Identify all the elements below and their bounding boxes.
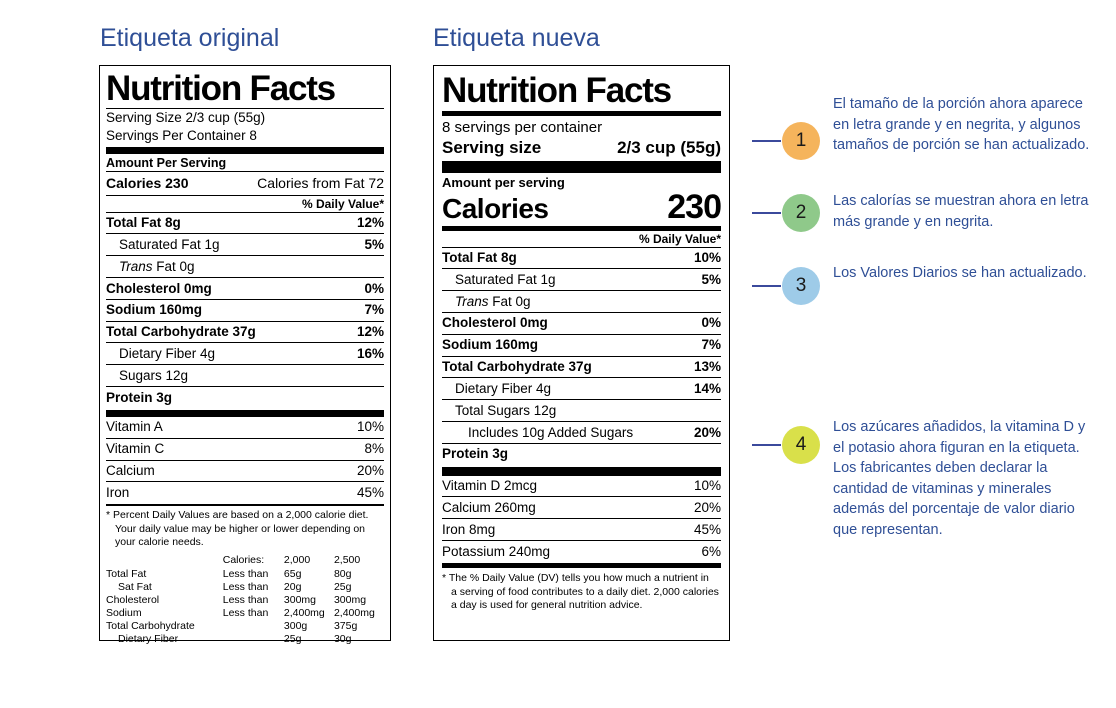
new-footnote: [442, 568, 721, 613]
original-footnote: [106, 506, 384, 549]
new-vitamin-name: Iron 8mg: [442, 521, 496, 537]
new-calories-label: Calories: [442, 192, 549, 224]
table-row: [442, 335, 721, 356]
heading-new-label: Etiqueta nueva: [433, 24, 600, 52]
dv-cell: Less than: [222, 581, 269, 594]
original-nutrient-name: Cholesterol 0mg: [106, 280, 212, 296]
table-row: [442, 422, 721, 443]
new-nutrient-value: 5%: [701, 271, 721, 287]
new-footnote-line: * The % Daily Value (DV) tells you how much a nutrient in: [442, 571, 709, 584]
dv-cell: Total Fat: [106, 568, 147, 581]
table-row: [442, 541, 721, 562]
callout-text-3: Los Valores Diarios se han actualizado.: [833, 265, 1087, 281]
dv-cell: Calories:: [222, 553, 265, 566]
dv-cell: [223, 633, 284, 646]
new-daily-value-header: % Daily Value*: [638, 231, 721, 246]
original-nutrient-name: Dietary Fiber 4g: [119, 345, 216, 361]
new-nutrient-value: 0%: [701, 315, 721, 331]
dv-cell: 30g: [333, 633, 352, 646]
callout-bubble-4: [782, 426, 820, 464]
new-nutrient-name: Saturated Fat 1g: [455, 271, 556, 287]
new-footnote-line: a day is used for general nutrition advice.: [451, 599, 643, 612]
new-nutrient-value: 14%: [693, 380, 721, 396]
new-nutrient-name: Includes 10g Added Sugars: [468, 424, 634, 440]
table-row: [106, 553, 384, 568]
new-nutrient-value: 10%: [693, 250, 721, 265]
dv-cell: Less than: [222, 568, 269, 581]
dv-cell: 65g: [283, 568, 302, 581]
original-vitamin-value: 20%: [356, 463, 384, 478]
callout-text-2: Las calorías se muestran ahora en letra más grande y en negrita.: [833, 193, 1089, 230]
new-vitamin-name: Calcium 260mg: [442, 499, 536, 515]
original-vitamin-name: Vitamin A: [106, 419, 163, 435]
callout-connector-3: [752, 285, 781, 287]
new-nutrient-value: 13%: [693, 359, 721, 375]
original-footnote-line: Your daily value may be higher or lower depending on: [115, 522, 366, 535]
dv-cell: 300mg: [333, 594, 367, 607]
original-vitamin-value: 10%: [356, 419, 384, 435]
original-vitamin-name: Vitamin C: [106, 441, 165, 457]
original-calories-row: [106, 172, 384, 194]
new-vitamin-name: Potassium 240mg: [442, 543, 551, 559]
new-vitamin-value: 6%: [701, 543, 721, 559]
original-calories-label: Calories 230: [106, 175, 189, 192]
dv-cell: 25g: [283, 633, 302, 646]
dv-cell: Dietary Fiber: [118, 633, 179, 646]
original-nutrient-value: 12%: [356, 215, 384, 231]
dv-cell: [223, 620, 284, 633]
new-nutrient-name: Protein 3g: [442, 446, 509, 462]
new-calories-value: 230: [667, 187, 721, 226]
dv-cell: Sat Fat: [118, 581, 152, 594]
table-row: [106, 620, 384, 633]
new-nutrient-name: Trans Fat 0g: [455, 293, 531, 309]
original-serving-size: Serving Size 2/3 cup (55g): [106, 110, 266, 125]
dv-cell: 375g: [333, 620, 358, 633]
callout-connector-2: [752, 212, 781, 214]
original-nutrient-value: 5%: [364, 236, 384, 252]
table-row: [106, 343, 384, 364]
original-vitamin-name: Iron: [106, 484, 130, 500]
table-row: [442, 400, 721, 421]
table-row: [106, 482, 384, 503]
original-footnote-line: * Percent Daily Values are based on a 2,000 calorie diet.: [106, 509, 369, 522]
table-row: [106, 256, 384, 277]
table-row: [106, 300, 384, 321]
table-row: [106, 278, 384, 299]
original-nutrient-name: Saturated Fat 1g: [119, 236, 220, 252]
dv-cell: Sodium: [106, 607, 142, 620]
original-vitamin-value: 8%: [364, 441, 384, 457]
original-nutrient-value: 16%: [356, 345, 384, 361]
new-vitamin-name: Vitamin D 2mcg: [442, 478, 538, 494]
dv-cell: 20g: [283, 581, 302, 594]
original-nutrient-value: 0%: [364, 280, 384, 296]
original-vitamin-name: Calcium: [106, 463, 155, 478]
new-nutrient-name: Total Carbohydrate 37g: [442, 359, 592, 375]
original-nutrient-name: Protein 3g: [106, 389, 173, 405]
original-nutrition-label: [99, 65, 391, 646]
table-row: [442, 519, 721, 540]
callout-bubble-3: [782, 267, 820, 305]
dv-cell: 25g: [333, 581, 352, 594]
dv-cell: Less than: [222, 594, 269, 607]
new-serving-size-row: [442, 138, 721, 161]
table-row: [106, 365, 384, 386]
new-nutrient-name: Dietary Fiber 4g: [455, 380, 552, 396]
table-row: [106, 568, 384, 581]
table-row: [442, 313, 721, 334]
table-row: [442, 378, 721, 399]
table-row: [106, 439, 384, 460]
original-footnote-line: your calorie needs.: [115, 536, 204, 548]
table-row: [106, 461, 384, 482]
original-amount-per-serving: Amount Per Serving: [106, 156, 227, 171]
table-row: [106, 581, 384, 594]
table-row: [106, 213, 384, 234]
table-row: [106, 387, 384, 408]
callout-bubble-1: [782, 122, 820, 160]
callout-number: 3: [795, 275, 807, 296]
table-row: [442, 444, 721, 465]
new-vitamin-value: 10%: [693, 478, 721, 494]
original-label-title: Nutrition Facts: [106, 69, 335, 108]
dv-cell: Cholesterol: [106, 594, 160, 607]
original-daily-value-header: % Daily Value*: [301, 196, 384, 211]
dv-cell: Less than: [222, 607, 269, 620]
table-row: [442, 291, 721, 312]
new-nutrient-name: Total Fat 8g: [442, 250, 517, 265]
new-label-title: Nutrition Facts: [442, 71, 671, 110]
original-daily-value-table: [106, 553, 384, 646]
dv-cell: 2,000: [283, 553, 311, 566]
new-servings-per-container: 8 servings per container: [442, 119, 603, 136]
dv-cell: Total Carbohydrate: [106, 620, 195, 633]
dv-cell: 2,500: [333, 553, 361, 566]
original-calories-from-fat: Calories from Fat 72: [257, 175, 384, 192]
table-row: [106, 607, 384, 620]
callout-number: 1: [795, 130, 807, 151]
new-nutrition-label: [433, 65, 730, 641]
new-amount-per-serving: Amount per serving: [442, 174, 565, 190]
table-row: [106, 633, 384, 646]
table-row: [106, 234, 384, 255]
dv-cell: 2,400mg: [283, 607, 325, 620]
callout-bubble-2: [782, 194, 820, 232]
dv-cell: 300mg: [283, 594, 317, 607]
callout-number: 2: [795, 202, 807, 223]
table-row: [442, 497, 721, 518]
new-nutrient-name: Cholesterol 0mg: [442, 315, 548, 331]
callout-text-1: El tamaño de la porción ahora aparece en letra grande y en negrita, y algunos tamaños de porción se han actualizado.: [833, 96, 1090, 154]
table-row: [442, 357, 721, 378]
callout-number: 4: [795, 434, 807, 455]
table-row: [442, 476, 721, 497]
original-nutrient-name: Sodium 160mg: [106, 302, 203, 318]
table-row: [106, 322, 384, 343]
table-row: [106, 594, 384, 607]
original-nutrient-name: Total Fat 8g: [106, 215, 181, 231]
new-serving-size-value: 2/3 cup (55g): [617, 137, 721, 157]
original-servings-per-container: Servings Per Container 8: [106, 127, 257, 143]
new-vitamin-value: 20%: [693, 499, 721, 515]
new-vitamin-value: 45%: [693, 521, 721, 537]
new-calories-row: [442, 187, 721, 226]
new-nutrient-value: 7%: [701, 337, 721, 353]
new-nutrient-name: Total Sugars 12g: [455, 402, 557, 418]
original-nutrient-name: Trans Fat 0g: [119, 258, 195, 274]
table-row: [442, 269, 721, 290]
new-nutrient-name: Sodium 160mg: [442, 337, 539, 353]
new-footnote-line: a serving of food contributes to a daily diet. 2,000 calories: [451, 585, 719, 598]
dv-cell: 2,400mg: [333, 607, 375, 620]
original-nutrient-value: 12%: [356, 324, 384, 340]
original-nutrient-name: Sugars 12g: [119, 367, 189, 383]
heading-original-label: Etiqueta original: [100, 24, 280, 52]
original-nutrient-value: 7%: [364, 302, 384, 318]
callout-connector-4: [752, 444, 781, 446]
new-nutrient-value: 20%: [693, 424, 721, 440]
table-row: [442, 248, 721, 269]
original-nutrient-name: Total Carbohydrate 37g: [106, 324, 256, 340]
dv-cell: [106, 553, 223, 568]
callout-text-4: Los azúcares añadidos, la vitamina D y el potasio ahora figuran en la etiqueta. Los fabricantes deben declarar la cantidad de vitaminas y minerales además del porcentaje de valor diario que representan.: [833, 419, 1086, 538]
dv-cell: 80g: [333, 568, 352, 581]
dv-cell: 300g: [283, 620, 308, 633]
callout-connector-1: [752, 140, 781, 142]
original-vitamin-value: 45%: [356, 484, 384, 500]
table-row: [106, 417, 384, 438]
new-serving-size-label: Serving size: [442, 137, 542, 157]
